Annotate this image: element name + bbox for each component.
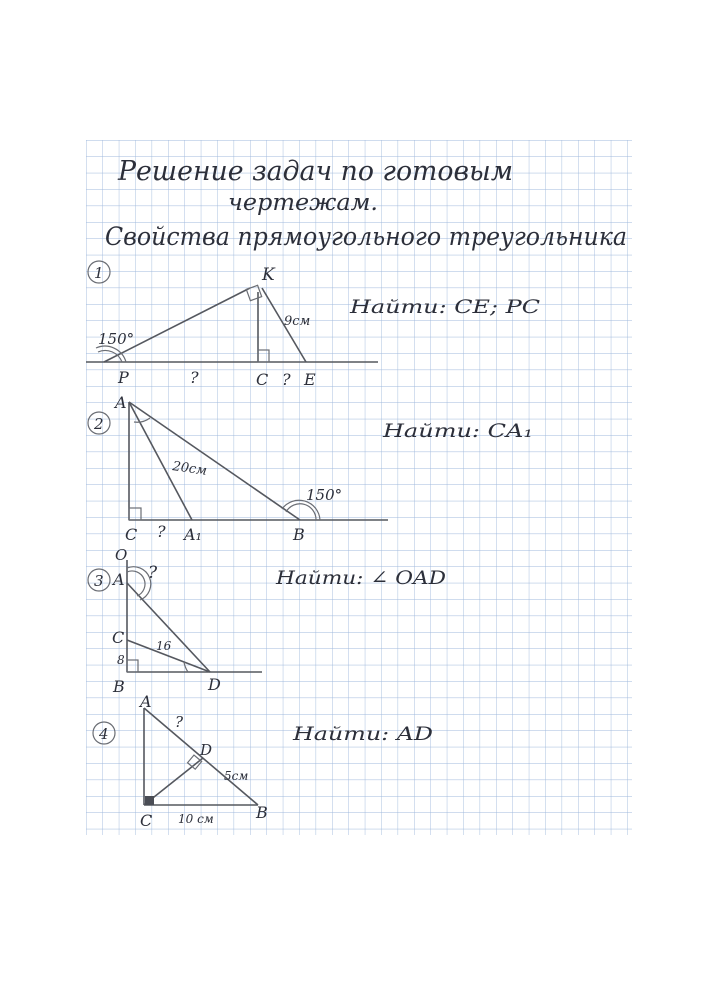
p1-label-P: P (118, 368, 129, 387)
p2-label-A: A (115, 393, 127, 412)
problem-4-number: 4 (99, 725, 109, 743)
p2-label-C: C (125, 525, 138, 544)
p4-task: Найти: AD (291, 723, 433, 745)
title-line1: Решение задач по готовым (117, 156, 513, 187)
problem-1-number: 1 (94, 264, 104, 282)
p2-label-A1: A₁ (184, 525, 202, 544)
problem-2-number: 2 (94, 415, 104, 433)
p2-label-side: 20см (171, 459, 208, 479)
p3-label-D: D (208, 675, 221, 694)
p2-label-q: ? (157, 522, 166, 541)
p1-label-C: C (256, 370, 269, 389)
p3-label-B: B (113, 677, 125, 696)
p4-label-B: B (256, 803, 268, 822)
p2-label-B: B (293, 525, 305, 544)
subtitle: Свойства прямоугольного треугольника (105, 222, 627, 251)
p3-label-C: C (112, 628, 125, 647)
p1-label-K: K (262, 265, 275, 285)
p4-label-D: D (200, 741, 213, 759)
p1-label-q1: ? (190, 368, 199, 387)
p4-label-q: ? (175, 713, 184, 731)
p2-task: Найти: CA₁ (381, 420, 533, 442)
p4-label-A: A (140, 692, 152, 711)
p3-label-16: 16 (156, 639, 172, 653)
title-line2: чертежам. (228, 190, 378, 216)
p4-right-angle-C (145, 796, 154, 805)
p4-label-10: 10 см (178, 812, 214, 826)
p4-label-C: C (140, 811, 153, 830)
p1-label-E: E (304, 370, 316, 389)
p3-label-8: 8 (117, 653, 125, 667)
p3-task: Найти: ∠ OAD (274, 567, 446, 589)
p1-label-q2: ? (282, 370, 291, 389)
p2-label-angle: 150° (306, 486, 343, 504)
p3-label-q: ? (148, 563, 158, 583)
p3-label-A: A (113, 570, 125, 589)
p1-label-side: 9см (284, 314, 311, 329)
p1-label-angle: 150° (98, 330, 135, 348)
p1-task: Найти: CE; PC (348, 296, 541, 318)
p4-label-5: 5см (224, 769, 249, 783)
problem-3-number: 3 (94, 572, 104, 590)
p3-label-O: O (115, 546, 128, 564)
